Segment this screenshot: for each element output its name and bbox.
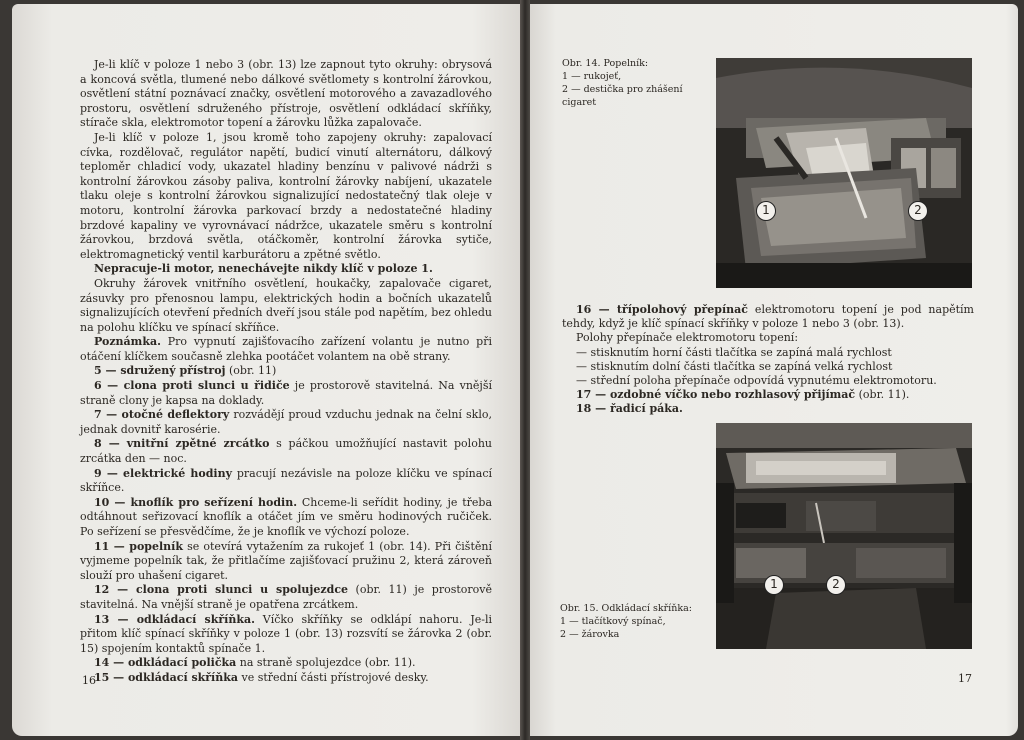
figure-14-caption xyxy=(562,57,712,109)
list-item xyxy=(562,331,974,345)
caption-item: 1 — rukojeť, xyxy=(562,71,622,82)
figure-14-photo-ashtray xyxy=(716,58,972,288)
list-item xyxy=(80,408,492,437)
item-text: (obr. 11). xyxy=(855,388,910,402)
item-text: je prostorově stavitelná. Na vnější straně clony je kapsa na doklady. xyxy=(80,379,492,407)
item-lead: 7 — otočné deflektory xyxy=(94,408,230,422)
item-text: — stisknutím dolní části tlačítka se zapíná velká rychlost xyxy=(576,359,893,373)
item-text: — stisknutím horní části tlačítka se zapíná malá rychlost xyxy=(576,345,892,359)
figure-15-photo-glovebox xyxy=(716,423,972,649)
list-item xyxy=(80,613,492,657)
item-lead: 5 — sdružený přístroj xyxy=(94,364,226,378)
item-text: na straně spolujezdce (obr. 11). xyxy=(236,656,416,670)
list-item xyxy=(80,496,492,540)
caption-item: 2 — destička pro zhášení cigaret xyxy=(562,84,683,108)
item-lead: 9 — elektrické hodiny xyxy=(94,466,232,480)
page-number-left: 16 xyxy=(82,674,96,687)
item-text: Víčko skříňky se odklápí nahoru. Je-li přitom klíč spínací skříňky v poloze 1 (obr. 13) rozsvítí se žárovka 2 (obr. 15) spojením kontaktů spínače 1. xyxy=(80,612,492,655)
list-item xyxy=(562,346,974,360)
caption-item: 2 — žárovka xyxy=(560,629,620,640)
item-text: — střední poloha přepínače odpovídá vypnutému elektromotoru. xyxy=(576,374,937,388)
item-lead: 15 — odkládací skříňka xyxy=(94,670,238,684)
list-item xyxy=(80,671,492,686)
book-gutter xyxy=(520,0,530,740)
item-text: (obr. 11) je prostorově stavitelná. Na vnější straně je opatřena zrcátkem. xyxy=(80,583,492,611)
item-text: Polohy přepínače elektromotoru topení: xyxy=(576,331,799,345)
item-lead: 6 — clona proti slunci u řidiče xyxy=(94,379,290,393)
ashtray-photo-illustration xyxy=(716,58,972,288)
paragraph: Je-li klíč v poloze 1 nebo 3 (obr. 13) lze zapnout tyto okruhy: obrysová a koncová světla, tlumené nebo dálkové světlomety s kontrolní žárovkou, osvětlení státní poznávací značky, osvětlení motorového a zavazadlového prostoru, osvětlení sdruženého přístroje, osvětlení odkládací skříňky, stírače skla, elektromotor topení a žárovku lůžka zapalovače. xyxy=(80,58,492,130)
paragraph xyxy=(80,335,492,364)
list-item xyxy=(80,379,492,408)
item-text: pracují nezávisle na poloze klíčku ve spínací skříňce. xyxy=(80,466,492,495)
item-text: se otevírá vytažením za rukojeť 1 (obr. 14). Při čištění vyjmeme popelník tak, že přitlačíme zajišťovací pružinu 2, která zároveň slouží pro uhašení cigaret. xyxy=(80,539,492,582)
item-lead: Poznámka. xyxy=(94,335,161,349)
list-item xyxy=(80,437,492,466)
list-item xyxy=(562,402,974,416)
callout-1-fig14: 1 xyxy=(756,201,776,221)
callout-2-fig15: 2 xyxy=(826,575,846,595)
item-lead: 12 — clona proti slunci u spolujezdce xyxy=(94,583,349,597)
list-item xyxy=(80,540,492,584)
item-lead: 14 — odkládací polička xyxy=(94,656,237,670)
callout-2-fig14: 2 xyxy=(908,201,928,221)
item-lead: 17 — ozdobné víčko nebo rozhlasový přijímač xyxy=(576,388,856,402)
paragraph: Okruhy žárovek vnitřního osvětlení, houkačky, zapalovače cigaret, zásuvky pro přenosnou lampu, elektrických hodin a bočních ukazatelů signalizujících otevření předních dveří jsou stále pod napětím, bez ohledu na polohu klíčku ve spínací skříňce. xyxy=(80,276,492,334)
item-text: ve střední části přístrojové desky. xyxy=(237,670,429,684)
list-item xyxy=(80,583,492,612)
page-number-right: 17 xyxy=(958,672,972,685)
glovebox-photo-illustration xyxy=(716,423,972,649)
left-page-text xyxy=(80,58,492,686)
paragraph: Je-li klíč v poloze 1, jsou kromě toho zapojeny okruhy: zapalovací cívka, rozdělovač, regulátor napětí, budicí vinutí alternátoru, dálkový teploměr chladicí vody, ukazatel hladiny benzínu v palivové nádrži s kontrolní žárovkou zásoby paliva, kontrolní žárovky nabíjení, ukazatele tlaku oleje s kontrolní žárovkou signalizující nedostatečný tlak oleje v motoru, kontrolní žárovka parkovací brzdy a nedostatečné hladiny brzdové kapaliny ve vyrovnávací nádržce, ukazatele směru s kontrolní žárovkou, brzdová světla, otáčkoměr, kontrolní žárovka sytiče, elektromagnetický ventil karburátoru a zpětné světlo. xyxy=(80,130,492,261)
item-lead: 8 — vnitřní zpětné zrcátko xyxy=(94,437,270,451)
list-item xyxy=(562,374,974,388)
figure-15-caption xyxy=(560,602,710,641)
list-item xyxy=(80,364,492,379)
item-lead: 16 — třípolohový přepínač xyxy=(576,303,748,316)
item-text: Chceme-li seřídit hodiny, je třeba odtáhnout seřizovací knoflík a otáčet jím ve směru hodinových ručiček. Po seřízení se přesvědčíme, že je knoflík ve výchozí poloze. xyxy=(80,495,492,538)
right-page-text xyxy=(562,303,974,417)
item-text: s páčkou umožňující nastavit polohu zrcátka den — noc. xyxy=(80,437,492,466)
callout-1-fig15: 1 xyxy=(764,575,784,595)
item-lead: 18 — řadicí páka. xyxy=(576,402,683,416)
caption-item: 1 — tlačítkový spínač, xyxy=(560,616,666,627)
list-item xyxy=(562,388,974,402)
warning-paragraph: Nepracuje-li motor, nenechávejte nikdy klíč v poloze 1. xyxy=(94,262,433,276)
list-item xyxy=(80,656,492,671)
item-text: rozvádějí proud vzduchu jednak na čelní sklo, jednak dovnitř karosérie. xyxy=(80,408,492,436)
item-text: Pro vypnutí zajišťovacího zařízení volantu je nutno při otáčení klíčkem současně zlehka pootáčet volantem na obě strany. xyxy=(80,335,492,363)
item-lead: 13 — odkládací skříňka. xyxy=(94,612,255,626)
item-text: elektromotoru topení je pod napětím tehdy, když je klíč spínací skříňky v poloze 1 nebo 3 (obr. 13). xyxy=(562,303,974,331)
item-text: (obr. 11) xyxy=(225,364,277,378)
list-item xyxy=(80,467,492,496)
list-item xyxy=(562,303,974,331)
item-lead: 11 — popelník xyxy=(94,539,183,553)
item-lead: 10 — knoflík pro seřízení hodin. xyxy=(94,495,298,509)
list-item xyxy=(562,360,974,374)
caption-title: Obr. 14. Popelník: xyxy=(562,58,649,69)
caption-title: Obr. 15. Odkládací skříňka: xyxy=(560,603,692,614)
